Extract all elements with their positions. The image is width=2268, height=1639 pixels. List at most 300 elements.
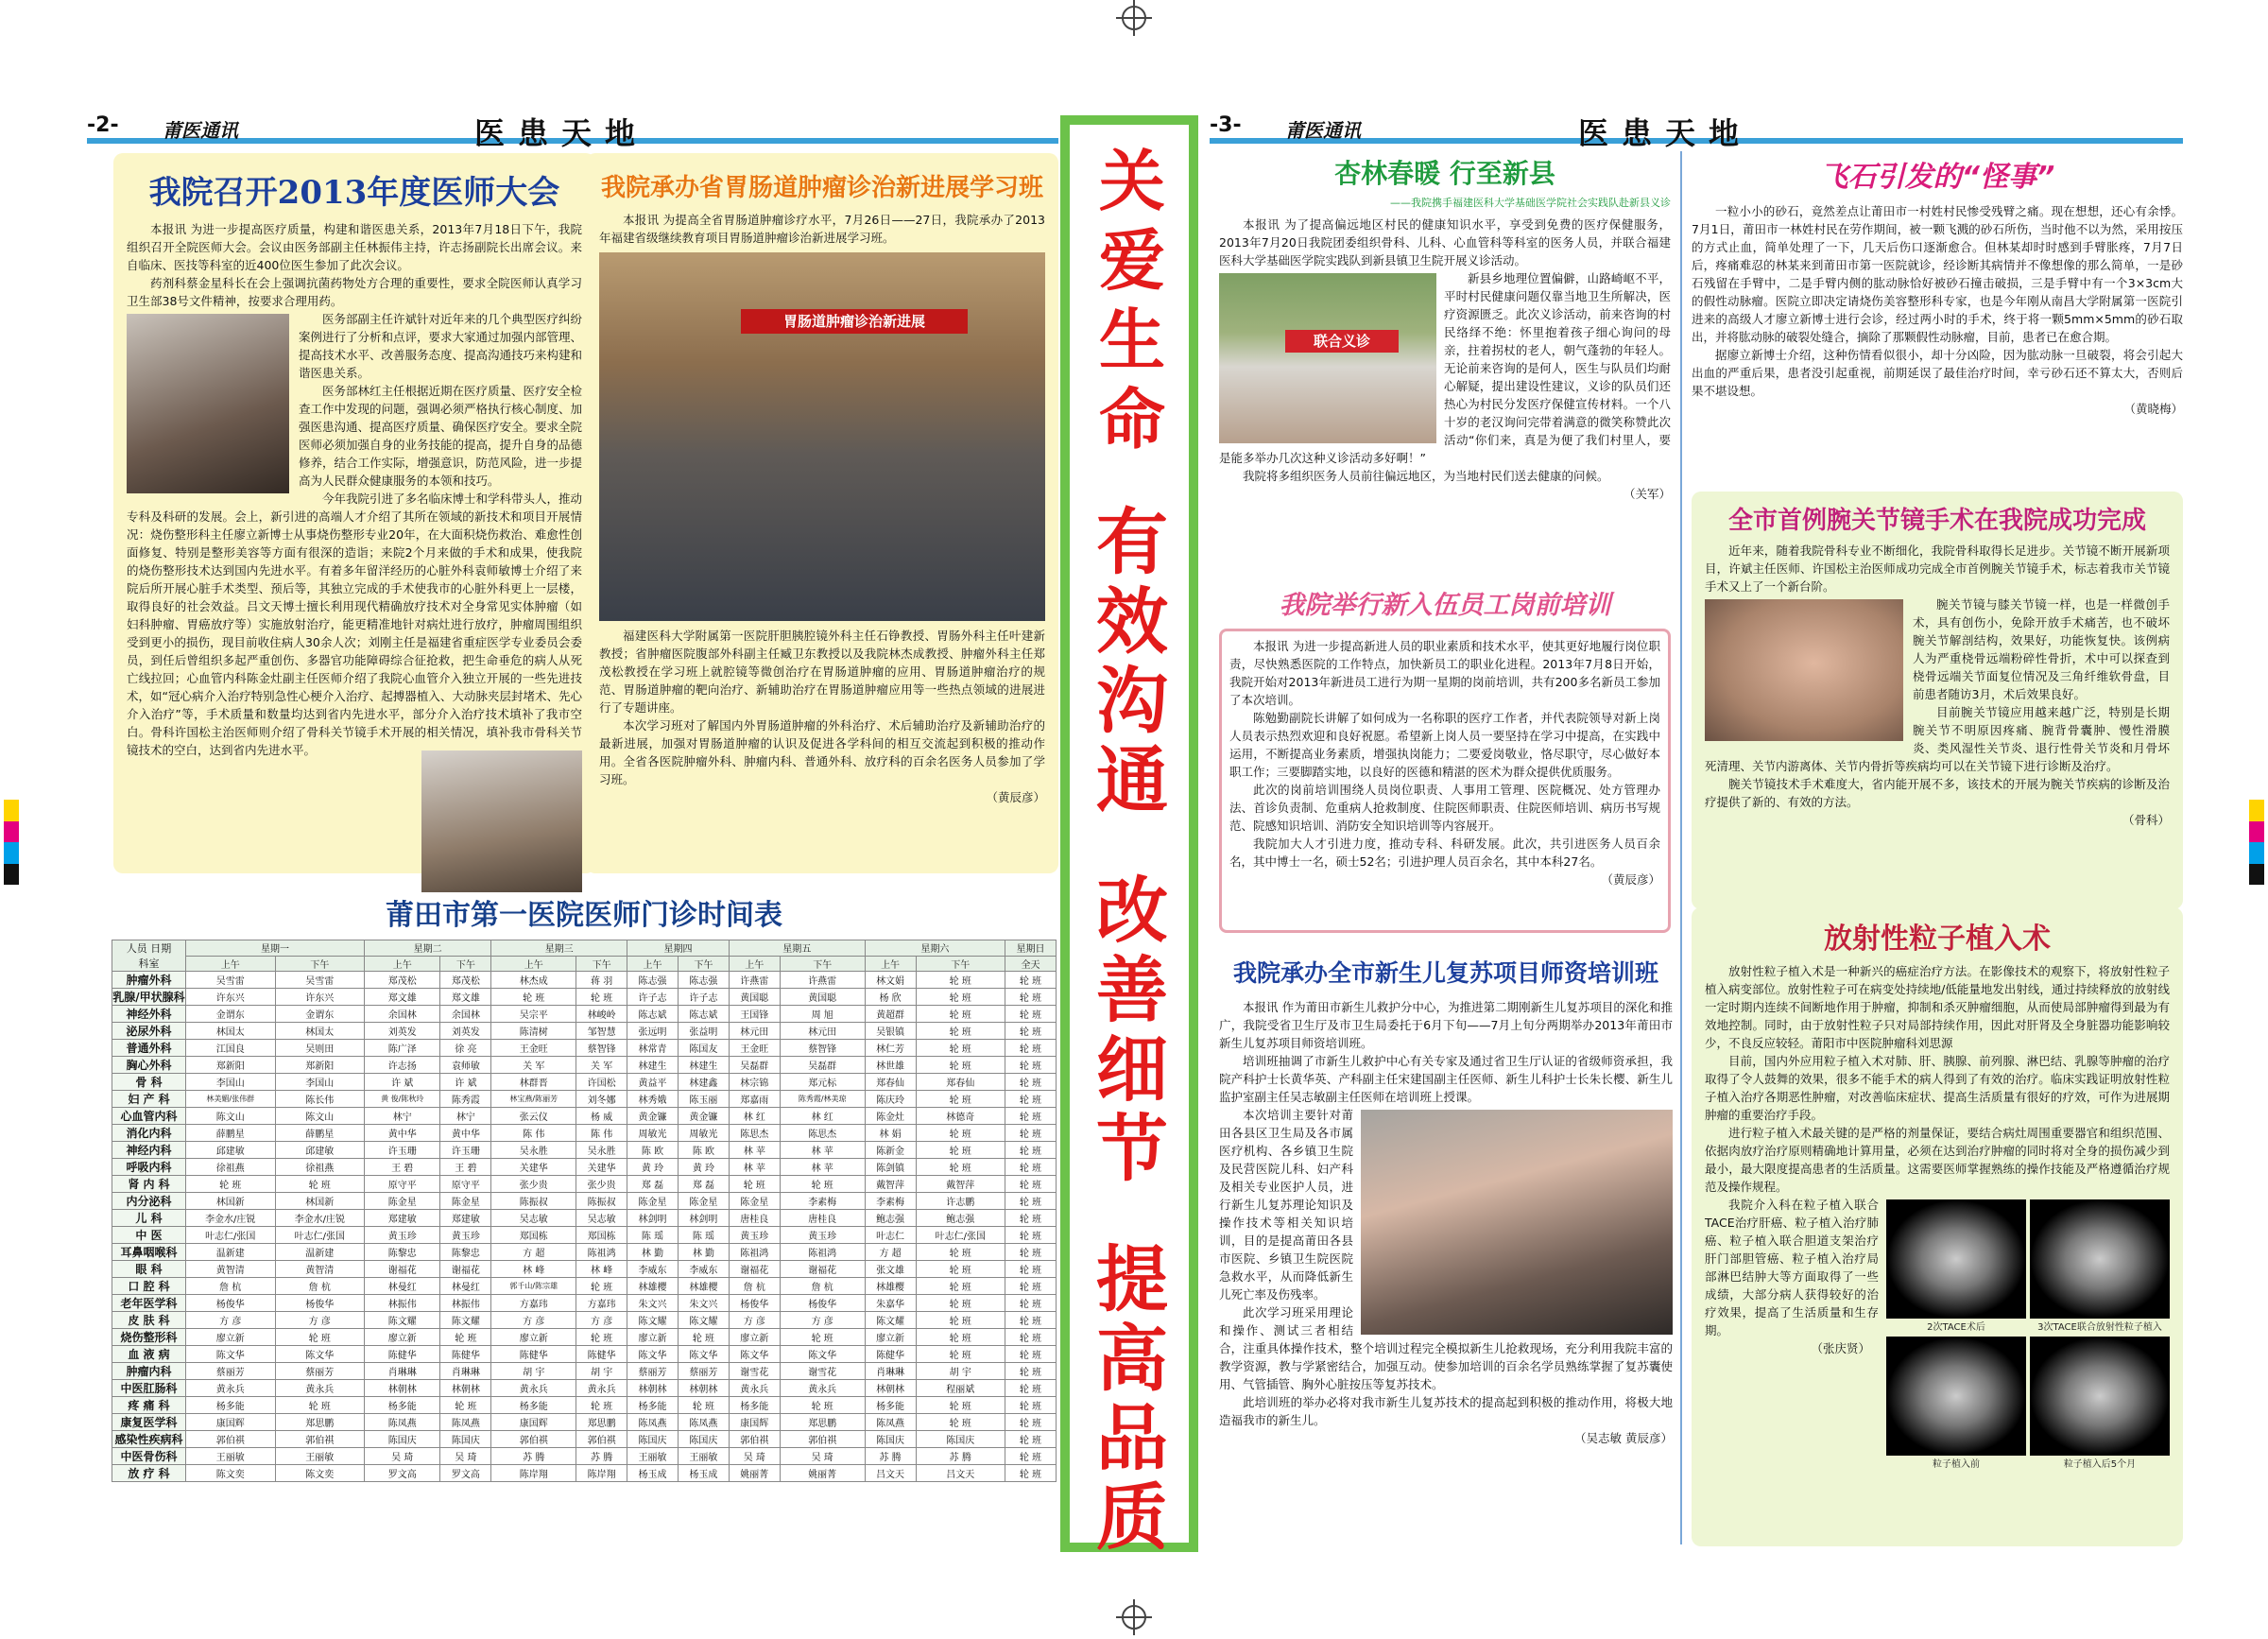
table-row — [112, 1431, 1057, 1448]
department-cell: 骨 科 — [112, 1074, 186, 1091]
color-bar-left — [4, 800, 19, 885]
doctor-cell: 许玉珊 — [365, 1142, 440, 1159]
doctor-cell: 陈秀霞 — [440, 1091, 491, 1108]
doctor-cell: 轮 班 — [916, 1159, 1005, 1176]
doctor-cell: 郑茂松 — [365, 972, 440, 989]
doctor-cell: 吕文天 — [916, 1465, 1005, 1482]
doctor-cell: 许志鹏 — [916, 1193, 1005, 1210]
half-day-header: 下午 — [678, 956, 729, 972]
article-paragraph: 我院将多组织医务人员前往偏远地区，为当地村民们送去健康的问候。 — [1243, 469, 1609, 483]
doctor-cell: 林宗锦 — [729, 1074, 780, 1091]
doctor-cell: 轮 班 — [1005, 1312, 1057, 1329]
doctor-cell: 轮 班 — [576, 989, 627, 1006]
doctor-cell: 黄益平 — [627, 1074, 679, 1091]
doctor-cell: 轮 班 — [1005, 1397, 1057, 1414]
doctor-cell: 陈祖鸿 — [780, 1244, 865, 1261]
department-cell: 妇 产 科 — [112, 1091, 186, 1108]
doctor-cell: 轮 班 — [916, 1091, 1005, 1108]
doctor-cell: 陈玉丽 — [678, 1091, 729, 1108]
doctor-cell: 轮 班 — [1005, 1006, 1057, 1023]
doctor-cell: 鲍志强 — [865, 1210, 916, 1227]
doctor-cell: 谢福花 — [440, 1261, 491, 1278]
article-title: 放射性粒子植入术 — [1824, 923, 2051, 956]
table-row — [112, 1261, 1057, 1278]
doctor-cell: 轮 班 — [1005, 1023, 1057, 1040]
doctor-cell: 徐祖燕 — [186, 1159, 276, 1176]
doctor-cell: 轮 班 — [1005, 1108, 1057, 1125]
doctor-cell: 轮 班 — [916, 1006, 1005, 1023]
doctor-cell: 朱嘉华 — [865, 1295, 916, 1312]
doctor-cell: 郭伯祺 — [186, 1431, 276, 1448]
doctor-cell: 轮 班 — [1005, 989, 1057, 1006]
doctor-cell: 鲍志强 — [916, 1210, 1005, 1227]
doctor-cell: 方 彦 — [780, 1312, 865, 1329]
department-cell: 乳腺/甲状腺科 — [112, 989, 186, 1006]
table-row — [112, 1091, 1057, 1108]
doctor-cell: 陈岸翔 — [491, 1465, 576, 1482]
doctor-cell: 轮 班 — [1005, 1091, 1057, 1108]
doctor-cell: 轮 班 — [916, 1397, 1005, 1414]
doctor-cell: 林 苹 — [729, 1142, 780, 1159]
doctor-cell: 轮 班 — [1005, 1159, 1057, 1176]
doctor-cell: 黄永兵 — [780, 1380, 865, 1397]
doctor-cell: 陈秀霞/林美琼 — [780, 1091, 865, 1108]
ct-caption: 粒子植入后5个月 — [2063, 1459, 2137, 1470]
doctor-cell: 林 苹 — [780, 1159, 865, 1176]
table-row — [112, 1295, 1057, 1312]
doctor-cell: 康国辉 — [729, 1414, 780, 1431]
doctor-cell: 轮 班 — [916, 1244, 1005, 1261]
day-header: 星期一 — [186, 940, 365, 957]
doctor-cell: 郑茂松 — [440, 972, 491, 989]
department-cell: 肿瘤外科 — [112, 972, 186, 989]
doctor-cell: 吴永胜 — [491, 1142, 576, 1159]
doctor-cell: 林曼红 — [365, 1278, 440, 1295]
doctor-cell: 陈国友 — [678, 1040, 729, 1057]
doctor-cell: 周 旭 — [780, 1006, 865, 1023]
doctor-cell: 杨多能 — [365, 1397, 440, 1414]
doctor-cell: 杨俊华 — [275, 1295, 365, 1312]
doctor-cell: 杨玉成 — [627, 1465, 679, 1482]
doctor-cell: 罗文高 — [440, 1465, 491, 1482]
doctor-cell: 林国新 — [275, 1193, 365, 1210]
doctor-cell: 轮 班 — [916, 1414, 1005, 1431]
doctor-cell: 陈凤燕 — [865, 1414, 916, 1431]
article-paragraph: 进行粒子植入术最关键的是严格的剂量保证，要结合病灶周围重要器官和组织范围、依据肉放疗治疗原则精确地计算用量，必须在达到治疗肿瘤的同时将对全身的损伤减少到最小，最大限度提高患者的生活质量。这需要医师掌握熟练的操作技能及严格遵循治疗规范及操作规程。 — [1705, 1126, 2170, 1194]
table-row — [112, 1363, 1057, 1380]
doctor-cell: 许子志 — [678, 989, 729, 1006]
doctor-cell: 李金水/庄锐 — [186, 1210, 276, 1227]
doctor-cell: 郑国栋 — [491, 1227, 576, 1244]
article-paragraph: 本报讯 为了提高偏远地区村民的健康知识水平，享受到免费的医疗保健服务，2013年7月20日我院团委组织骨科、儿科、心血管科等科室的医务人员，并联合福建医科大学基础医学院实践队到新县镇卫生院开展义诊活动。 — [1219, 217, 1671, 267]
doctor-cell: 李威东 — [627, 1261, 679, 1278]
article-paragraph: 此次的岗前培训围绕人员岗位职责、人事用工管理、医院概况、处方管理办法、首诊负责制、危重病人抢救制度、住院医师职责、住院医师培训、病历书写规范、院感知识培训、消防安全知识培训等内容展开。 — [1229, 783, 1660, 833]
classroom-photo — [599, 252, 1045, 621]
doctor-cell: 朱文兴 — [678, 1295, 729, 1312]
doctor-cell: 方 超 — [865, 1244, 916, 1261]
doctor-cell: 轮 班 — [916, 1261, 1005, 1278]
doctor-cell: 方嘉玮 — [576, 1295, 627, 1312]
department-cell: 肾 内 科 — [112, 1176, 186, 1193]
doctor-cell: 江国良 — [186, 1040, 276, 1057]
doctor-cell: 杨多能 — [627, 1397, 679, 1414]
half-day-header: 上午 — [865, 956, 916, 972]
doctor-cell: 林朝林 — [365, 1380, 440, 1397]
doctor-cell: 郭伯祺 — [780, 1431, 865, 1448]
doctor-cell: 杨多能 — [491, 1397, 576, 1414]
article-paragraph: 本报讯 作为莆田市新生儿救护分中心，为推进第二期刚新生儿复苏项目的深化和推广，我院受省卫生厅及市卫生局委托于6月下旬——7月上旬分两期举办2013年莆田市新生儿复苏项目师资培训班。 — [1219, 1000, 1673, 1050]
table-row — [112, 1023, 1057, 1040]
doctor-cell: 轮 班 — [440, 1329, 491, 1346]
doctor-cell: 姚丽菁 — [780, 1465, 865, 1482]
doctor-cell: 杨多能 — [186, 1397, 276, 1414]
doctor-cell: 陈志强 — [678, 972, 729, 989]
doctor-cell: 林宁 — [440, 1108, 491, 1125]
department-cell: 眼 科 — [112, 1261, 186, 1278]
doctor-cell: 郑文雄 — [365, 989, 440, 1006]
doctor-cell: 陈金灶 — [865, 1108, 916, 1125]
doctor-cell: 陈剑镇 — [865, 1159, 916, 1176]
doctor-cell: 王丽敏 — [275, 1448, 365, 1465]
doctor-cell: 杨 威 — [576, 1108, 627, 1125]
doctor-cell: 林德奇 — [916, 1108, 1005, 1125]
doctor-cell: 原守平 — [440, 1176, 491, 1193]
doctor-cell: 陈文耀 — [865, 1312, 916, 1329]
table-row — [112, 989, 1057, 1006]
doctor-cell: 杨俊华 — [729, 1295, 780, 1312]
doctor-cell: 陈文华 — [678, 1346, 729, 1363]
doctor-cell: 薛鹏星 — [186, 1125, 276, 1142]
article-author: （黄晓梅） — [2123, 402, 2183, 416]
doctor-cell: 轮 班 — [1005, 1465, 1057, 1482]
doctor-cell: 康国辉 — [186, 1414, 276, 1431]
doctor-cell: 陈 伟 — [491, 1125, 576, 1142]
article-paragraph: 今年我院引进了多名临床博士和学科带头人，推动专科及科研的发展。会上，新引进的高端人才介绍了其所在领域的新技术和项目开展情况：烧伤整形科主任廖立新博士从事烧伤整形专业20年，在大面积烧伤救治、难愈性创面修复、特别是整形美容等方面有很深的造诣；来院2个月来做的手术和成果，使我院的烧伤整形技术达到国内先进水平。有着多年留洋经历的心脏外科袁师敏博士介绍了来院后所开展心脏手术类型、预后等，其独立完成的手术使我市的心脏外科更上一层楼，取得良好的社会效益。吕文天博士擅长利用现代精确放疗技术对全身常见实体肿瘤（如妇科肿瘤、胃癌放疗等）实施放射治疗，能更精准地针对病灶进行放疗，肿瘤周围组织受到更小的损伤，现目前收住病人30余人次；刘刚主任是福建省重症医学专业委员会委员，到任后曾组织多起严重创伤、多器官功能障碍综合征抢救，把生命垂危的病人从死亡线拉回；心血管内科陈金灶副主任医师介绍了我院心血管介入独立开展的一些先进技术，如“冠心病介入治疗特别急性心梗介入治疗、起搏器植入、大动脉夹层封堵术、先心介入治疗”等，手术质量和数量均达到省内先进水平，部分介入治疗技术填补了我市空白。骨科许国松主治医师则介绍了骨科关节镜手术开展的相关情况，填补我市骨科关节镜技术的空白，达到省内先进水平。 — [127, 492, 583, 757]
doctor-cell: 杨多能 — [865, 1397, 916, 1414]
doctor-cell: 许 斌 — [440, 1074, 491, 1091]
doctor-cell: 方 超 — [491, 1244, 576, 1261]
doctor-cell: 轮 班 — [916, 1023, 1005, 1040]
doctor-cell: 陈文耀 — [678, 1312, 729, 1329]
clinic-schedule — [112, 892, 1057, 1544]
doctor-cell: 陈振叔 — [491, 1193, 576, 1210]
half-day-header: 全天 — [1005, 956, 1057, 972]
doctor-cell: 轮 班 — [576, 1329, 627, 1346]
article-paragraph: 本报讯 为进一步提高医疗质量，构建和谐医患关系，2013年7月18日下午，我院组织召开全院医师大会。会议由医务部副主任林振伟主持，许志扬副院长出席会议。来自临床、医技等科室的近400位医生参加了此次会议。 — [127, 222, 582, 272]
doctor-cell: 王金旺 — [491, 1040, 576, 1057]
doctor-cell: 林杰成 — [491, 972, 576, 989]
training-photo — [1361, 1110, 1673, 1335]
table-row — [112, 1329, 1057, 1346]
doctor-cell: 谢福花 — [365, 1261, 440, 1278]
doctor-cell: 轮 班 — [1005, 1074, 1057, 1091]
slogan-line-2: 有效沟通 — [1096, 500, 1168, 822]
doctor-cell: 郑嘉雨 — [729, 1091, 780, 1108]
doctor-cell: 关建华 — [491, 1159, 576, 1176]
doctor-cell: 轮 班 — [1005, 1448, 1057, 1465]
table-row — [112, 1397, 1057, 1414]
doctor-cell: 轮 班 — [1005, 1040, 1057, 1057]
department-cell: 泌尿外科 — [112, 1023, 186, 1040]
doctor-cell: 吴 琦 — [729, 1448, 780, 1465]
doctor-cell: 许燕雷 — [780, 972, 865, 989]
doctor-cell: 方 彦 — [275, 1312, 365, 1329]
doctor-cell: 陈祖鸿 — [729, 1244, 780, 1261]
doctor-cell: 郭伯祺 — [491, 1431, 576, 1448]
half-day-header: 上午 — [491, 956, 576, 972]
doctor-cell: 温新建 — [186, 1244, 276, 1261]
doctor-cell: 轮 班 — [1005, 1244, 1057, 1261]
doctor-cell: 温新建 — [275, 1244, 365, 1261]
doctor-cell: 轮 班 — [275, 1397, 365, 1414]
doctor-cell: 方嘉玮 — [491, 1295, 576, 1312]
doctor-cell: 林 峰 — [576, 1261, 627, 1278]
department-cell: 康复医学科 — [112, 1414, 186, 1431]
doctor-cell: 刘冬娜 — [576, 1091, 627, 1108]
section-title: 医患天地 — [474, 115, 649, 151]
doctor-cell: 叶志仁/张国 — [916, 1227, 1005, 1244]
doctor-cell: 廖立新 — [729, 1329, 780, 1346]
department-cell: 胸心外科 — [112, 1057, 186, 1074]
doctor-cell: 郭千山/陈宗雄 — [491, 1278, 576, 1295]
doctor-cell: 苏 腾 — [576, 1448, 627, 1465]
doctor-cell: 许东兴 — [275, 989, 365, 1006]
doctor-cell: 吴永胜 — [576, 1142, 627, 1159]
doctor-cell: 朱文兴 — [627, 1295, 679, 1312]
article-title: 我院举行新入伍员工岗前培训 — [1279, 591, 1611, 620]
doctor-cell: 王丽敏 — [678, 1448, 729, 1465]
article-flying-stone — [1692, 153, 2183, 498]
doctor-cell: 黄玉珍 — [780, 1227, 865, 1244]
paper-name: 莆医通讯 — [1285, 119, 1361, 142]
day-header: 星期五 — [729, 940, 865, 957]
doctor-cell: 刘英发 — [440, 1023, 491, 1040]
department-cell: 神经外科 — [112, 1006, 186, 1023]
doctor-cell: 林宝燕/陈丽芳 — [491, 1091, 576, 1108]
doctor-cell: 郑国栋 — [576, 1227, 627, 1244]
doctor-cell: 轮 班 — [1005, 1346, 1057, 1363]
doctor-cell: 黄 玲 — [678, 1159, 729, 1176]
doctor-cell: 徐 亮 — [440, 1040, 491, 1057]
doctor-cell: 林建鑫 — [678, 1074, 729, 1091]
article-title: 我院召开2013年度医师大会 — [148, 174, 560, 212]
article-author: （黄辰彦） — [1601, 872, 1660, 887]
half-day-header: 上午 — [729, 956, 780, 972]
doctor-cell: 李国山 — [186, 1074, 276, 1091]
doctor-cell: 吴雪雷 — [275, 972, 365, 989]
doctor-cell: 邱建敏 — [275, 1142, 365, 1159]
article-free-clinic — [1219, 153, 1671, 578]
doctor-cell: 林常青 — [627, 1040, 679, 1057]
ct-caption: 3次TACE联合放射性粒子植入 — [2037, 1322, 2162, 1333]
doctor-cell: 陈振叔 — [576, 1193, 627, 1210]
doctor-cell: 陈文耀 — [365, 1312, 440, 1329]
doctor-cell: 轮 班 — [1005, 972, 1057, 989]
slogan-line-1: 关爱生命 — [1099, 142, 1165, 458]
half-day-header: 上午 — [365, 956, 440, 972]
doctor-cell: 张益明 — [678, 1023, 729, 1040]
department-cell: 皮 肤 科 — [112, 1312, 186, 1329]
doctor-cell: 陈健华 — [576, 1346, 627, 1363]
doctor-cell: 方 彦 — [491, 1312, 576, 1329]
article-new-staff-training — [1219, 584, 1671, 936]
doctor-cell: 林剑明 — [678, 1210, 729, 1227]
doctor-cell: 陈健华 — [491, 1346, 576, 1363]
doctor-cell: 轮 班 — [1005, 1414, 1057, 1431]
doctor-cell: 陈国庆 — [627, 1431, 679, 1448]
doctor-cell: 吕文天 — [865, 1465, 916, 1482]
doctor-cell: 黄永兵 — [491, 1380, 576, 1397]
doctor-cell: 郭伯祺 — [576, 1431, 627, 1448]
doctor-cell: 陈文奕 — [275, 1465, 365, 1482]
day-header: 星期六 — [865, 940, 1005, 957]
wrist-photo — [1705, 599, 1903, 741]
half-day-header: 下午 — [440, 956, 491, 972]
right-page-header — [1210, 112, 2183, 151]
doctor-cell: 吴银镇 — [865, 1023, 916, 1040]
doctor-cell: 郑 磊 — [627, 1176, 679, 1193]
doctor-cell: 蒋 羽 — [576, 972, 627, 989]
doctor-cell: 林宁 — [365, 1108, 440, 1125]
doctor-cell: 林 苹 — [780, 1142, 865, 1159]
article-paragraph: 本报讯 为提高全省胃肠道肿瘤诊疗水平，7月26日——27日，我院承办了2013年福建省级继续教育项目胃肠道肿瘤诊治新进展学习班。 — [599, 213, 1045, 245]
doctor-cell: 詹 杭 — [275, 1278, 365, 1295]
doctor-cell: 郑春仙 — [865, 1074, 916, 1091]
article-author: （张庆贤） — [1811, 1341, 1871, 1355]
doctor-cell: 许燕雷 — [729, 972, 780, 989]
doctor-cell: 陈 瑶 — [678, 1227, 729, 1244]
article-paragraph: 陈勉勤副院长讲解了如何成为一名称职的医疗工作者，并代表院领导对新上岗人员表示热烈欢迎和良好祝愿。希望新上岗人员一要坚持在学习中提高，在实践中运用，不断提高业务素质，增强执岗能力；二要爱岗敬业，恪尽职守，尽心做好本职工作；三要脚踏实地，以良好的医德和精湛的医术为群众提供优质服务。 — [1229, 711, 1660, 779]
department-cell: 感染性疾病科 — [112, 1431, 186, 1448]
doctor-cell: 郑元标 — [780, 1074, 865, 1091]
doctor-cell: 郑 磊 — [678, 1176, 729, 1193]
doctor-cell: 轮 班 — [1005, 1142, 1057, 1159]
doctor-cell: 陈思杰 — [729, 1125, 780, 1142]
doctor-cell: 轮 班 — [780, 1329, 865, 1346]
doctor-cell: 林群晋 — [491, 1074, 576, 1091]
doctor-cell: 黄玉珍 — [365, 1227, 440, 1244]
doctor-cell: 谢福花 — [729, 1261, 780, 1278]
doctor-cell: 吴 琦 — [780, 1448, 865, 1465]
half-day-header: 下午 — [576, 956, 627, 972]
ct-caption: 粒子植入前 — [1933, 1459, 1980, 1470]
doctor-cell: 林 娟 — [865, 1125, 916, 1142]
doctor-cell: 蔡丽芳 — [275, 1363, 365, 1380]
color-bar-right — [2249, 800, 2264, 885]
doctor-cell: 林雄樱 — [865, 1278, 916, 1295]
doctor-cell: 陈文耀 — [627, 1312, 679, 1329]
day-header: 星期日 — [1005, 940, 1057, 957]
doctor-cell: 谢福花 — [780, 1261, 865, 1278]
doctor-cell: 关 军 — [491, 1057, 576, 1074]
doctor-cell: 郑建敏 — [440, 1210, 491, 1227]
department-cell: 中 医 — [112, 1227, 186, 1244]
doctor-cell: 林元田 — [780, 1023, 865, 1040]
doctor-cell: 陈文华 — [275, 1346, 365, 1363]
doctor-cell: 轮 班 — [1005, 1261, 1057, 1278]
doctor-cell: 林朝林 — [678, 1380, 729, 1397]
doctor-cell: 王 碧 — [440, 1159, 491, 1176]
article-paragraph: 目前腕关节镜应用越来越广泛，特别是长期腕关节不明原因疼痛、腕背骨囊肿、慢性滑膜炎、类风湿性关节炎、退行性骨关节炎和月骨坏死清理、关节内游离体、关节内骨折等疾病均可以在关节镜下进行诊断及治疗。 — [1705, 705, 2170, 773]
doctor-cell: 陈金星 — [729, 1193, 780, 1210]
doctor-cell: 郑思鹏 — [576, 1414, 627, 1431]
free-clinic-photo — [1219, 273, 1436, 443]
article-paragraph: 药剂科蔡金星科长在会上强调抗菌药物处方合理的重要性，要求全院医师认真学习卫生部38号文件精神，按要求合理用药。 — [127, 276, 582, 308]
doctor-cell: 杨多能 — [729, 1397, 780, 1414]
paper-name: 莆医通讯 — [163, 119, 238, 142]
article-author: （黄辰彦） — [986, 790, 1045, 804]
doctor-cell: 林朝林 — [440, 1380, 491, 1397]
half-day-header: 上午 — [186, 956, 276, 972]
doctor-cell: 林国新 — [186, 1193, 276, 1210]
doctor-cell: 关 军 — [576, 1057, 627, 1074]
doctor-cell: 姚丽菁 — [729, 1465, 780, 1482]
article-paragraph: 近年来，随着我院骨科专业不断细化，我院骨科取得长足进步。关节镜不断开展新项目，许斌主任医师、许国松主治医师成功完成全市首例腕关节镜手术，标志着我市关节镜手术又上了一个新台阶。 — [1705, 543, 2170, 594]
doctor-cell: 黄 玲 — [627, 1159, 679, 1176]
article-title: 我院承办全市新生儿复苏项目师资培训班 — [1232, 959, 1658, 987]
article-paragraph: 本次培训主要针对莆田各县区卫生局及各市属医疗机构、各乡镇卫生院及民营医院儿科、妇产科及相关专业医护人员，进行新生儿复苏理论知识及操作技术等相关知识培训，目的是提高莆田各县市医院、乡镇卫生院医院急救水平，从而降低新生儿死亡率及伤残率。 — [1219, 1108, 1353, 1302]
doctor-cell: 关建华 — [576, 1159, 627, 1176]
doctor-cell: 叶志仁 — [865, 1227, 916, 1244]
day-header: 星期四 — [627, 940, 730, 957]
doctor-cell: 李国山 — [275, 1074, 365, 1091]
department-cell: 消化内科 — [112, 1125, 186, 1142]
article-paragraph: 福建医科大学附属第一医院肝胆胰腔镜外科主任石铮教授、胃肠外科主任叶建新教授；省肿瘤医院腹部外科副主任臧卫东教授以及我院林杰成教授、肿瘤外科主任郑茂松教授在学习班上就腔镜等微创治疗在胃肠道肿瘤的应用、胃肠道肿瘤治疗的规范、胃肠道肿瘤的靶向治疗、新辅助治疗在胃肠道肿瘤应用等一些热点领域的进展进行了专题讲座。 — [599, 629, 1045, 715]
doctor-cell: 吴 琦 — [365, 1448, 440, 1465]
doctor-cell: 轮 班 — [780, 1176, 865, 1193]
table-row — [112, 1210, 1057, 1227]
doctor-cell: 陈思杰 — [780, 1125, 865, 1142]
doctor-cell: 陈凤燕 — [627, 1414, 679, 1431]
page-number: -2- — [87, 113, 119, 137]
doctor-cell: 许子志 — [627, 989, 679, 1006]
doctor-cell: 陈岸翔 — [576, 1465, 627, 1482]
doctor-cell: 陈金星 — [627, 1193, 679, 1210]
doctor-cell: 许 斌 — [365, 1074, 440, 1091]
doctor-cell: 林世雄 — [865, 1057, 916, 1074]
doctor-cell: 黄玉珍 — [729, 1227, 780, 1244]
doctor-cell: 方 彦 — [576, 1312, 627, 1329]
doctor-cell: 黄超群 — [865, 1006, 916, 1023]
article-title: 杏林春暖 行至新县 — [1334, 158, 1555, 189]
doctor-cell: 陈金星 — [440, 1193, 491, 1210]
doctor-cell: 林峻岭 — [576, 1006, 627, 1023]
doctor-cell: 轮 班 — [678, 1397, 729, 1414]
doctor-cell: 廖立新 — [365, 1329, 440, 1346]
doctor-cell: 张少贵 — [491, 1176, 576, 1193]
doctor-cell: 陈志强 — [627, 972, 679, 989]
doctor-cell: 黄智清 — [275, 1261, 365, 1278]
doctor-cell: 林朝林 — [865, 1380, 916, 1397]
doctor-cell: 轮 班 — [916, 1295, 1005, 1312]
doctor-cell: 余国林 — [440, 1006, 491, 1023]
doctor-cell: 郭伯祺 — [729, 1431, 780, 1448]
doctor-cell: 黄金镰 — [678, 1108, 729, 1125]
doctor-cell: 郑思鹏 — [780, 1414, 865, 1431]
doctor-cell: 轮 班 — [275, 1176, 365, 1193]
doctor-cell: 周敏光 — [678, 1125, 729, 1142]
doctor-cell: 轮 班 — [440, 1397, 491, 1414]
doctor-cell: 杨俊华 — [186, 1295, 276, 1312]
doctor-cell: 黄永兵 — [576, 1380, 627, 1397]
doctor-cell: 金谓东 — [275, 1006, 365, 1023]
article-title: 飞石引发的“怪事” — [1819, 161, 2055, 194]
doctor-cell: 黄中华 — [365, 1125, 440, 1142]
doctor-cell: 王金旺 — [729, 1040, 780, 1057]
doctor-cell: 蔡丽芳 — [627, 1363, 679, 1380]
doctor-cell: 詹 杭 — [729, 1278, 780, 1295]
doctor-cell: 许志扬 — [365, 1057, 440, 1074]
